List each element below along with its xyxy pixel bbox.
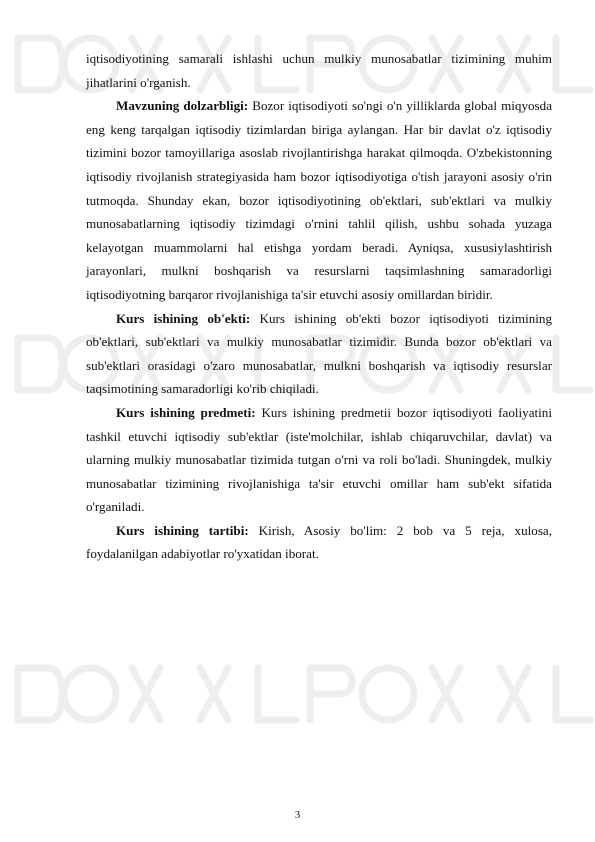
paragraph-heading: Mavzuning dolzarbligi: <box>116 98 249 114</box>
paragraph-text: Kurs ishining ob'ekti bozor iqtisodiyoti tizimining ob'ektlari, sub'ektlari va mulkiy munosabatlar tizimidir. Bunda bozor ob'ektlari va sub'ektlari orasidagi o'zaro munosabatlar, mulkni boshqarish va iqtisodiy resurslar taqsimotining samaradorligi ko'rib chiqiladi. <box>86 310 552 397</box>
paragraph-text: Bozor iqtisodiyoti so'ngi o'n yilliklarda global miqyosda eng keng tarqalgan iqtisodiy tizimlardan biriga aylangan. Har bir davlat o'z iqtisodiy tizimini bozor tamoyillariga asoslab rivojlantirishga harakat qilmoqda. O'zbekistonning iqtisodiy rivojlanish strategiyasida ham bozor iqtisodiyotiga o'tish jarayoni asosiy o'rin tutmoqda. Shunday ekan, bozor iqtisodiyotining ob'ektlari, sub'ektlari va mulkiy munosabatlarning iqtisodiy tizimdagi o'rnini tahlil qilish, ushbu sohada yuzaga kelayotgan muammolarni hal etishga yordam beradi. Ayniqsa, xususiylashtirish jarayonlari, mulkni boshqarish va resurslarni taqsimlashning samaradorligi iqtisodiyotning barqaror rivojlanishiga ta'sir etuvchi asosiy omillardan biridir. <box>86 98 553 302</box>
paragraph-relevance <box>86 94 552 306</box>
paragraph-intro-continuation <box>86 47 552 94</box>
paragraph-heading: Kurs ishining tartibi: <box>116 522 249 538</box>
paragraph-heading: Kurs ishining ob'ekti: <box>116 310 251 326</box>
paragraph-heading: Kurs ishining predmeti: <box>116 404 256 420</box>
paragraph-structure <box>86 519 552 566</box>
page-number: 3 <box>294 809 301 821</box>
paragraph-text: iqtisodiyotining samarali ishlashi uchun mulkiy munosabatlar tizimining muhim jihatlarini o'rganish. <box>86 51 552 90</box>
paragraph-object <box>86 307 552 401</box>
document-body <box>86 47 552 566</box>
paragraph-text: Kirish, Asosiy bo'lim: 2 bob va 5 reja, xulosa, foydalanilgan adabiyotlar ro'yxatidan iborat. <box>86 522 553 562</box>
paragraph-text: Kurs ishining predmetii bozor iqtisodiyoti faoliyatini tashkil etuvchi iqtisodiy sub'ektlar (iste'molchilar, ishlab chiqaruvchilar, davlat) va ularning mulkiy munosabatlar tizimida tutgan o'rni va roli bo'ladi. Shuningdek, mulkiy munosabatlar tizimining rivojlanishiga ta'sir etuvchi omillar ham sub'ekt sifatida o'rganiladi. <box>86 404 552 515</box>
paragraph-subject <box>86 401 552 519</box>
